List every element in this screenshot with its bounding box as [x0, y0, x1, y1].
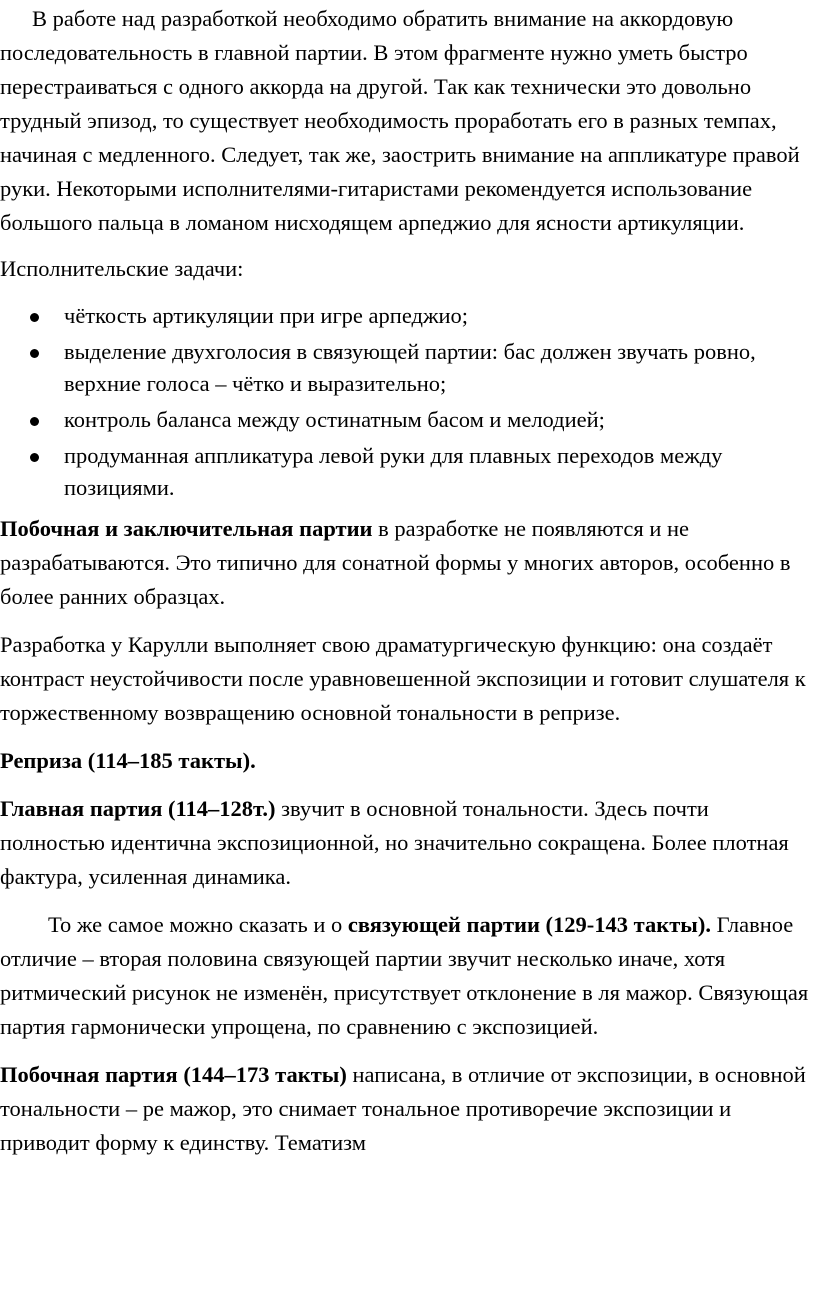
- paragraph-text: То же самое можно сказать и о: [48, 912, 348, 937]
- bullet-icon: [30, 349, 39, 358]
- paragraph-bold-lead: Побочная партия (144–173 такты): [0, 1062, 347, 1087]
- reprise-heading: [0, 744, 816, 778]
- list-item-text: выделение двухголосия в связующей партии: бас должен звучать ровно, верхние голоса – чётко и выразительно;: [64, 339, 756, 396]
- tasks-heading: Исполнительские задачи:: [0, 256, 244, 281]
- paragraph-text: Главное отличие – вторая половина связующей партии звучит несколько иначе, хотя ритмический рисунок не изменён, присутствует отклонение в ля мажор. Связующая партия гармонически упрощена, по сравнению с экспозицией.: [0, 912, 809, 1039]
- paragraph-bold-lead: связующей партии (129-143 такты).: [347, 912, 711, 937]
- list-item: [0, 300, 816, 332]
- paragraph-secondary-closing: [0, 512, 816, 614]
- paragraph-text: звучит в основной тональности. Здесь почти полностью идентична экспозиционной, но значительно сокращена. Более плотная фактура, усиленная динамика.: [0, 796, 789, 889]
- paragraph-text: написана, в отличие от экспозиции, в основной тональности – ре мажор, это снимает тональное противоречие экспозиции и приводит форму к единству. Тематизм: [0, 1062, 806, 1155]
- paragraph-bold-lead: Главная партия (114–128т.): [0, 796, 276, 821]
- paragraph-secondary-part: [0, 1058, 816, 1160]
- paragraph-carulli: Разработка у Карулли выполняет свою драматургическую функцию: она создаёт контраст неустойчивости после уравновешенной экспозиции и готовит слушателя к торжественному возвращению основной тональности в репризе.: [0, 632, 806, 725]
- list-item-text: контроль баланса между остинатным басом и мелодией;: [64, 407, 605, 432]
- paragraph-text: в разработке не появляются и не разрабатываются. Это типично для сонатной формы у многих авторов, особенно в более ранних образцах.: [0, 516, 791, 609]
- reprise-heading-text: Реприза (114–185 такты).: [0, 748, 256, 773]
- paragraph-main-part: [0, 792, 816, 894]
- list-item: [0, 440, 816, 504]
- list-item: [0, 404, 816, 436]
- list-item-text: продуманная аппликатура левой руки для плавных переходов между позициями.: [64, 443, 723, 500]
- paragraph-bold-lead: Побочная и заключительная партии: [0, 516, 373, 541]
- list-item: [0, 336, 816, 400]
- list-item-text: чёткость артикуляции при игре арпеджио;: [64, 303, 469, 328]
- tasks-list: [0, 300, 816, 504]
- paragraph-development-chords: В работе над разработкой необходимо обратить внимание на аккордовую последовательность в главной партии. В этом фрагменте нужно уметь быстро перестраиваться с одного аккорда на другой. Так как технически это довольно трудный эпизод, то существует необходимость проработать его в разных темпах, начиная с медленного. Следует, так же, заострить внимание на аппликатуре правой руки. Некоторыми исполнителями-гитаристами рекомендуется использование большого пальца в ломаном нисходящем арпеджио для ясности артикуляции.: [0, 6, 800, 235]
- bullet-icon: [30, 313, 39, 322]
- paragraph-linking-part: [0, 908, 816, 1044]
- bullet-icon: [30, 453, 39, 462]
- bullet-icon: [30, 417, 39, 426]
